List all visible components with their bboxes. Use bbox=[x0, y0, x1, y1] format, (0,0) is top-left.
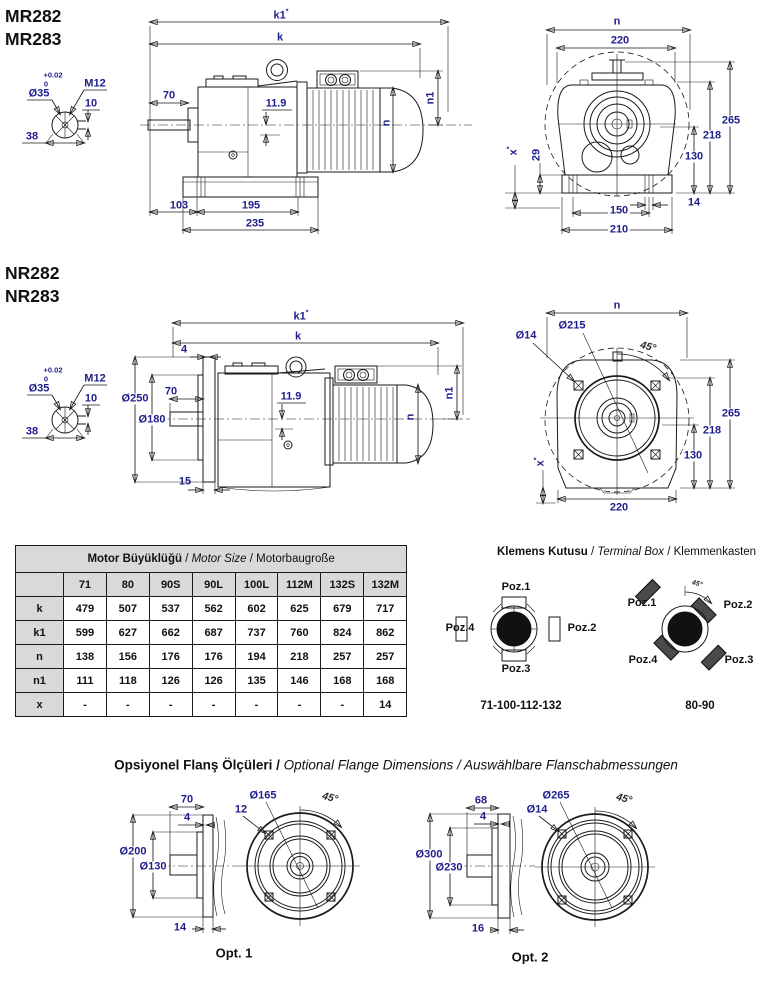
mr-side-view-drawing bbox=[140, 22, 472, 234]
table-cell: 176 bbox=[149, 645, 192, 669]
mr-front-dim-150: 150 bbox=[609, 204, 629, 217]
table-cell: 662 bbox=[149, 621, 192, 645]
terminal-box-right-drawing bbox=[621, 565, 740, 684]
table-cell: 118 bbox=[106, 669, 149, 693]
table-cell: 156 bbox=[106, 645, 149, 669]
mr-front-dim-n: n bbox=[613, 15, 621, 28]
row-label: k1 bbox=[16, 621, 64, 645]
column-header: 71 bbox=[64, 573, 107, 597]
nr-shaft-thread-label: M12 bbox=[84, 372, 106, 385]
mr-front-dim-29: 29 bbox=[530, 148, 543, 162]
nr-dim-pilot-dia: Ø180 bbox=[138, 413, 166, 426]
nr-shaft-diameter-label: Ø35 bbox=[28, 382, 50, 395]
nr-dim-k: k bbox=[294, 330, 302, 343]
table-cell: - bbox=[321, 693, 364, 717]
mr-dim-n: n bbox=[380, 119, 393, 127]
mr-dim-n1: n1 bbox=[424, 91, 437, 105]
table-cell: 760 bbox=[278, 621, 321, 645]
nr-dim-n: n bbox=[404, 413, 417, 421]
table-cell: 168 bbox=[364, 669, 407, 693]
row-label: k bbox=[16, 597, 64, 621]
table-cell: 627 bbox=[106, 621, 149, 645]
opt1-pilot-dia: Ø130 bbox=[139, 860, 167, 873]
table-cell: 737 bbox=[235, 621, 278, 645]
table-cell: - bbox=[106, 693, 149, 717]
opt1-caption: Opt. 1 bbox=[215, 945, 253, 961]
nr-front-dim-218: 218 bbox=[702, 424, 722, 437]
table-row bbox=[16, 597, 407, 621]
mr-front-dim-130: 130 bbox=[684, 150, 704, 163]
row-label: n1 bbox=[16, 669, 64, 693]
opt1-dim-4: 4 bbox=[183, 811, 191, 824]
opt2-hub-length: 68 bbox=[474, 794, 488, 807]
nr-shaft-flat-label: 38 bbox=[25, 425, 39, 438]
mr-dim-k1: k1* bbox=[273, 8, 289, 22]
table-row bbox=[16, 621, 407, 645]
opt1-thickness: 14 bbox=[173, 921, 187, 934]
mr-front-dim-14: 14 bbox=[687, 196, 701, 209]
mr-dim-235: 235 bbox=[245, 217, 265, 230]
column-header: 100L bbox=[235, 573, 278, 597]
table-cell: 602 bbox=[235, 597, 278, 621]
table-title-row bbox=[16, 546, 407, 573]
poz2-label-left: Poz.2 bbox=[567, 622, 597, 634]
table-cell: 176 bbox=[192, 645, 235, 669]
mr-front-dim-220: 220 bbox=[610, 34, 630, 47]
opt2-pilot-dia: Ø230 bbox=[435, 861, 463, 874]
table-cell: 599 bbox=[64, 621, 107, 645]
mr-dim-k: k bbox=[276, 31, 284, 44]
nr-shaft-tolerance-upper: +0.02 bbox=[43, 365, 63, 375]
mr-shaft-flat-label: 38 bbox=[25, 130, 39, 143]
poz3-label-left: Poz.3 bbox=[501, 663, 531, 675]
opt1-outer-dia: Ø200 bbox=[119, 845, 147, 858]
column-header: 112M bbox=[278, 573, 321, 597]
column-header: 132M bbox=[364, 573, 407, 597]
column-header: 90L bbox=[192, 573, 235, 597]
table-cell: 146 bbox=[278, 669, 321, 693]
mr-front-dim-x: x* bbox=[506, 146, 520, 156]
opt2-outer-dia: Ø300 bbox=[415, 848, 443, 861]
nr-dim-n1: n1 bbox=[443, 386, 456, 400]
opt1-bolt-circle: Ø165 bbox=[249, 789, 277, 802]
table-cell: 14 bbox=[364, 693, 407, 717]
table-row bbox=[16, 669, 407, 693]
opt1-angle-45: 45° bbox=[320, 789, 340, 806]
nr-front-view-drawing bbox=[533, 313, 735, 503]
nr-shaft-key-label: 10 bbox=[84, 392, 98, 405]
table-cell: 135 bbox=[235, 669, 278, 693]
nr-front-dim-220: 220 bbox=[609, 501, 629, 514]
nr-front-dim-265: 265 bbox=[721, 407, 741, 420]
table-cell: - bbox=[235, 693, 278, 717]
table-cell: 625 bbox=[278, 597, 321, 621]
poz2-label-right: Poz.2 bbox=[723, 599, 753, 611]
poz1-label-left: Poz.1 bbox=[501, 581, 531, 593]
column-header: 132S bbox=[321, 573, 364, 597]
table-cell: 717 bbox=[364, 597, 407, 621]
nr-shaft-tolerance-lower: 0 bbox=[43, 374, 49, 384]
nr-dim-15: 15 bbox=[178, 475, 192, 488]
row-label: x bbox=[16, 693, 64, 717]
opt2-caption: Opt. 2 bbox=[511, 949, 549, 965]
mr-model-title: MR282 MR283 bbox=[5, 6, 62, 49]
table-cell: 862 bbox=[364, 621, 407, 645]
nr-front-dim-n: n bbox=[613, 299, 621, 312]
mr-front-dim-210: 210 bbox=[609, 223, 629, 236]
poz3-label-right: Poz.3 bbox=[724, 654, 754, 666]
mr-front-dim-218: 218 bbox=[702, 129, 722, 142]
mr-dim-195: 195 bbox=[241, 199, 261, 212]
mr-dim-103: 103 bbox=[169, 199, 189, 212]
table-cell: - bbox=[278, 693, 321, 717]
opt1-hub-length: 70 bbox=[180, 793, 194, 806]
terminal-box-heading: Klemens Kutusu / Terminal Box / Klemmenkasten bbox=[497, 546, 757, 558]
opt2-angle-45: 45° bbox=[614, 790, 634, 807]
mr-dim-11-9: 11.9 bbox=[265, 97, 287, 110]
table-cell: 537 bbox=[149, 597, 192, 621]
terminal-box-right-caption: 80-90 bbox=[685, 700, 715, 712]
column-header: 90S bbox=[149, 573, 192, 597]
nr-dim-flange-dia: Ø250 bbox=[121, 392, 149, 405]
table-cell: 257 bbox=[364, 645, 407, 669]
table-cell: 687 bbox=[192, 621, 235, 645]
opt2-bolt-circle: Ø265 bbox=[542, 789, 570, 802]
terminal-box-left-caption: 71-100-112-132 bbox=[480, 700, 562, 712]
flange-opt1-front-drawing bbox=[240, 802, 360, 926]
table-cell: 507 bbox=[106, 597, 149, 621]
table-cell: 111 bbox=[64, 669, 107, 693]
table-cell: 126 bbox=[149, 669, 192, 693]
table-cell: 126 bbox=[192, 669, 235, 693]
table-cell: 824 bbox=[321, 621, 364, 645]
motor-size-table bbox=[15, 545, 407, 717]
mr-shaft-diameter-label: Ø35 bbox=[28, 87, 50, 100]
column-header: 80 bbox=[106, 573, 149, 597]
mr-shaft-tolerance-upper: +0.02 bbox=[43, 70, 63, 80]
table-corner-cell bbox=[16, 573, 64, 597]
table-cell: 218 bbox=[278, 645, 321, 669]
mr-dim-70: 70 bbox=[162, 89, 176, 102]
table-header-row bbox=[16, 573, 407, 597]
opt2-thickness: 16 bbox=[471, 922, 485, 935]
flange-opt2-front-drawing bbox=[535, 802, 655, 927]
table-cell: 479 bbox=[64, 597, 107, 621]
mr-shaft-thread-label: M12 bbox=[84, 77, 106, 90]
poz1-label-right: Poz.1 bbox=[627, 597, 657, 609]
nr-dim-11-9: 11.9 bbox=[280, 390, 302, 403]
terminal-box-angle-45: 45° bbox=[690, 579, 704, 589]
table-cell: 194 bbox=[235, 645, 278, 669]
row-label: n bbox=[16, 645, 64, 669]
table-cell: - bbox=[64, 693, 107, 717]
poz4-label-right: Poz.4 bbox=[628, 654, 658, 666]
mr-shaft-tolerance-lower: 0 bbox=[43, 79, 49, 89]
opt2-dim-4: 4 bbox=[479, 810, 487, 823]
nr-front-dim-130: 130 bbox=[683, 449, 703, 462]
nr-model-title: NR282 NR283 bbox=[5, 263, 60, 306]
table-cell: - bbox=[149, 693, 192, 717]
table-title: Motor Büyüklüğü / Motor Size / Motorbaugroße bbox=[16, 546, 407, 573]
nr-front-angle-45: 45° bbox=[638, 338, 658, 355]
table-cell: 679 bbox=[321, 597, 364, 621]
opt2-hole-dia: Ø14 bbox=[526, 803, 548, 816]
table-row bbox=[16, 693, 407, 717]
poz4-label-left: Poz.4 bbox=[445, 622, 475, 634]
nr-front-bolt-circle: Ø215 bbox=[558, 319, 586, 332]
mr-shaft-key-label: 10 bbox=[84, 97, 98, 110]
table-cell: 562 bbox=[192, 597, 235, 621]
nr-dim-k1: k1* bbox=[293, 309, 309, 323]
table-cell: - bbox=[192, 693, 235, 717]
nr-dim-4: 4 bbox=[180, 343, 188, 356]
table-cell: 168 bbox=[321, 669, 364, 693]
table-cell: 138 bbox=[64, 645, 107, 669]
opt1-hole-dia: 12 bbox=[234, 803, 248, 816]
nr-front-dim-x: x* bbox=[533, 457, 547, 467]
nr-front-hole-dia: Ø14 bbox=[515, 329, 537, 342]
table-row bbox=[16, 645, 407, 669]
mr-front-dim-265: 265 bbox=[721, 114, 741, 127]
table-cell: 257 bbox=[321, 645, 364, 669]
flange-section-heading: Opsiyonel Flanş Ölçüleri / Optional Flange Dimensions / Auswählbare Flanschabmessungen bbox=[114, 757, 678, 773]
nr-dim-70: 70 bbox=[164, 385, 178, 398]
